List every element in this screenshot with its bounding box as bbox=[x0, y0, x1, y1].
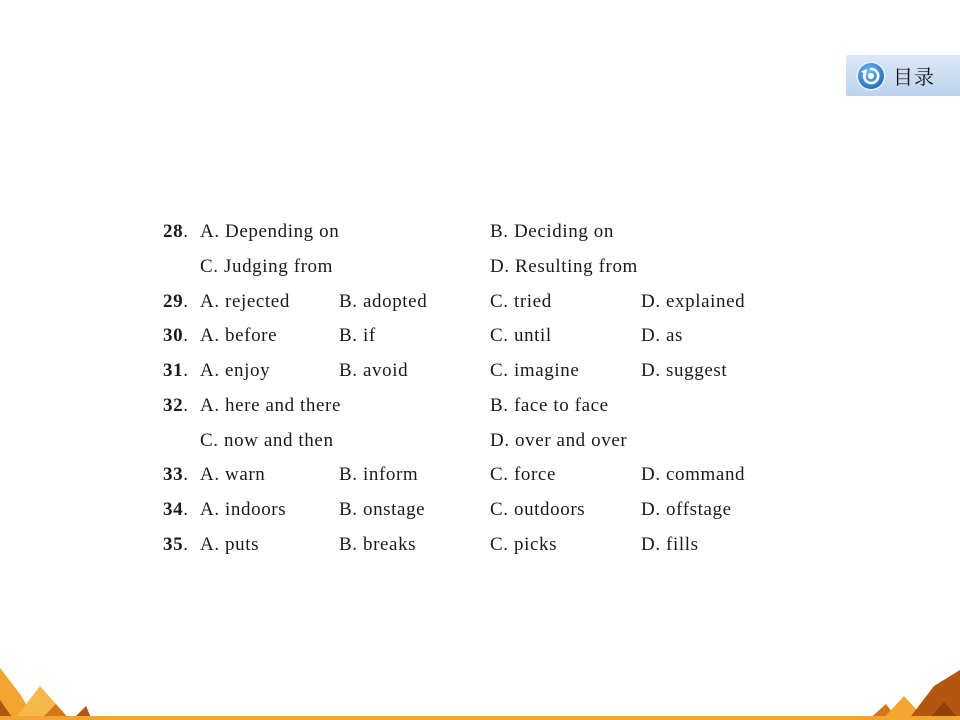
toc-label: 目录 bbox=[893, 65, 935, 89]
corner-decoration-left bbox=[0, 660, 100, 720]
corner-decoration-right bbox=[868, 670, 960, 720]
question-row: 34. A. indoors B. onstage C. outdoors D. offstage bbox=[163, 495, 783, 530]
question-number: 32 bbox=[163, 394, 184, 416]
option-c: C. imagine bbox=[490, 360, 580, 381]
question-number: 30 bbox=[163, 325, 184, 347]
option-d: D. command bbox=[641, 464, 746, 486]
option-a: A. enjoy bbox=[200, 360, 271, 381]
option-a: A. rejected bbox=[200, 290, 290, 312]
question-number: 35 bbox=[163, 533, 184, 555]
option-a: A. Depending on bbox=[200, 221, 340, 242]
question-number: 34 bbox=[163, 499, 184, 520]
option-c: C. Judging from bbox=[200, 255, 334, 277]
question-row: 33. A. warn B. inform C. force D. command bbox=[163, 460, 783, 495]
option-b: B. adopted bbox=[339, 290, 428, 312]
refresh-circle-icon bbox=[856, 61, 886, 91]
option-d: D. Resulting from bbox=[490, 255, 638, 277]
option-c: C. tried bbox=[490, 290, 552, 312]
option-a: A. before bbox=[200, 325, 278, 347]
question-list bbox=[163, 217, 783, 565]
option-d: D. explained bbox=[641, 290, 746, 312]
option-c: C. outdoors bbox=[490, 499, 586, 520]
question-row bbox=[163, 252, 783, 287]
option-b: B. avoid bbox=[339, 360, 409, 381]
option-a: A. here and there bbox=[200, 394, 342, 416]
question-row: 30. A. before B. if C. until D. as bbox=[163, 321, 783, 356]
option-c: C. until bbox=[490, 325, 552, 347]
option-a: A. warn bbox=[200, 464, 266, 486]
question-row: 28. A. Depending on B. Deciding on bbox=[163, 217, 783, 252]
question-number: 29 bbox=[163, 290, 184, 312]
option-c: C. picks bbox=[490, 533, 558, 555]
question-number: 33 bbox=[163, 464, 184, 486]
question-row: 29. A. rejected B. adopted C. tried D. explained bbox=[163, 287, 783, 322]
option-b: B. inform bbox=[339, 464, 419, 486]
option-c: C. force bbox=[490, 464, 556, 486]
option-b: B. onstage bbox=[339, 499, 426, 520]
option-b: B. if bbox=[339, 325, 376, 347]
question-number: 28 bbox=[163, 221, 184, 242]
option-d: D. suggest bbox=[641, 360, 728, 381]
option-a: A. indoors bbox=[200, 499, 287, 520]
bottom-border bbox=[0, 716, 960, 720]
option-d: D. over and over bbox=[490, 429, 628, 451]
question-row bbox=[163, 426, 783, 461]
question-row: 35. A. puts B. breaks C. picks D. fills bbox=[163, 530, 783, 565]
question-row: 31. A. enjoy B. avoid C. imagine D. suggest bbox=[163, 356, 783, 391]
question-number: 31 bbox=[163, 360, 184, 381]
toc-button[interactable] bbox=[846, 55, 960, 96]
option-d: D. as bbox=[641, 325, 684, 347]
option-c: C. now and then bbox=[200, 429, 334, 451]
option-b: B. Deciding on bbox=[490, 221, 614, 242]
question-row: 32. A. here and there B. face to face bbox=[163, 391, 783, 426]
option-b: B. face to face bbox=[490, 394, 609, 416]
option-b: B. breaks bbox=[339, 533, 417, 555]
option-a: A. puts bbox=[200, 533, 260, 555]
option-d: D. fills bbox=[641, 533, 699, 555]
option-d: D. offstage bbox=[641, 499, 732, 520]
